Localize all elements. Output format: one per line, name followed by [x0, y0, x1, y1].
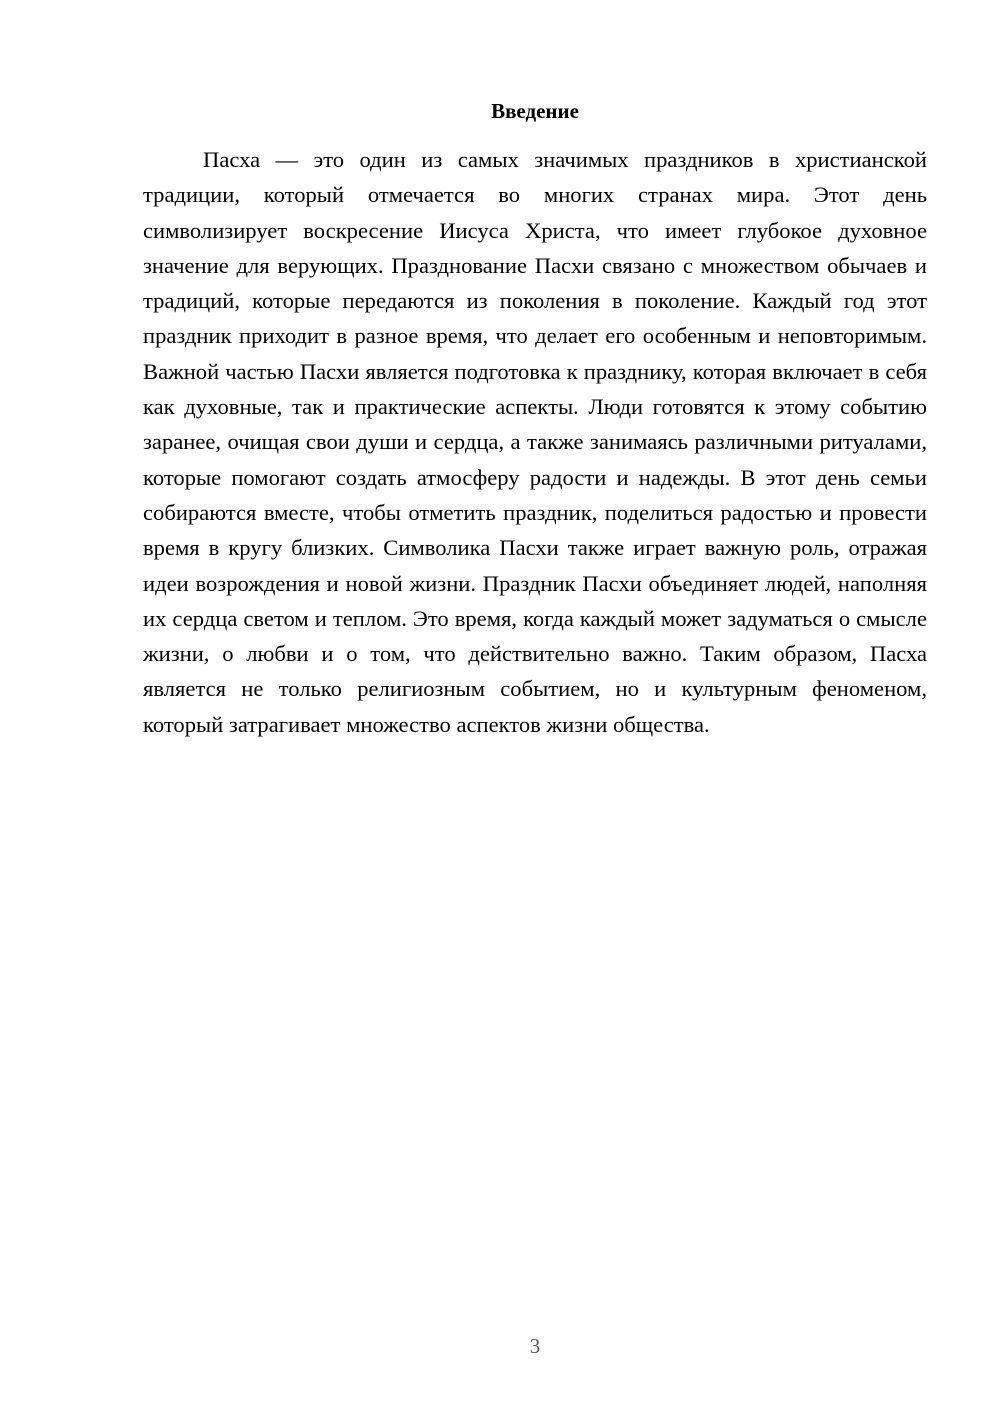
section-heading: Введение	[491, 99, 579, 123]
page-number: 3	[529, 1334, 541, 1358]
body-paragraph: Пасха — это один из самых значимых праздников в христианской традиции, который отмечается во многих странах мира. Этот день символизирует воскресение Иисуса Христа, что имеет глубокое духовное значение для верующих. Празднование Пасхи связано с множеством обычаев и традиций, которые передаются из поколения в поколение. Каждый год этот праздник приходит в разное время, что делает его особенным и неповторимым. Важной частью Пасхи является подготовка к празднику, которая включает в себя как духовные, так и практические аспекты. Люди готовятся к этому событию заранее, очищая свои души и сердца, а также занимаясь различными ритуалами, которые помогают создать атмосферу радости и надежды. В этот день семьи собираются вместе, чтобы отметить праздник, поделиться радостью и провести время в кругу близких. Символика Пасхи также играет важную роль, отражая идеи возрождения и новой жизни. Праздник Пасхи объединяет людей, наполняя их сердца светом и теплом. Это время, когда каждый может задуматься о смысле жизни, о любви и о том, что действительно важно. Таким образом, Пасха является не только религиозным событием, но и культурным феноменом, который затрагивает множество аспектов жизни общества.	[143, 147, 927, 737]
